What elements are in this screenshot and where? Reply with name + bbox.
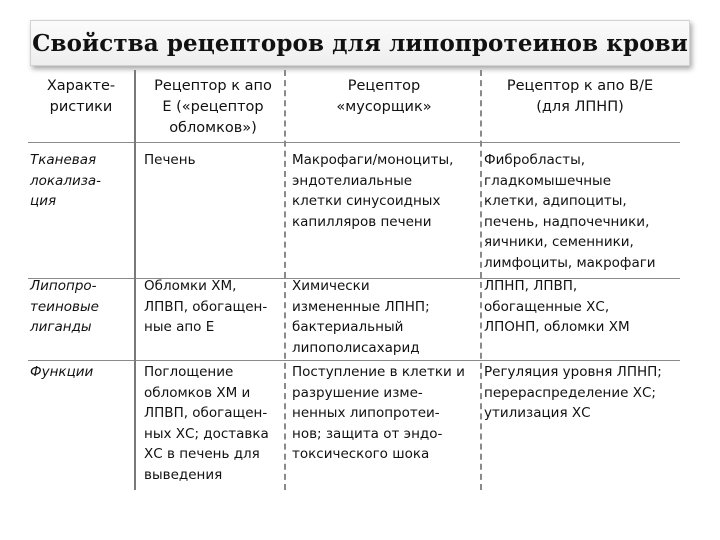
cell-ldl-functions: Регуляция уровня ЛПНП; перераспределение ХС; утилизация ХС — [484, 364, 662, 421]
column-divider — [284, 70, 286, 490]
column-divider — [480, 70, 482, 490]
cell-ldl-ligands: ЛПНП, ЛПВП, обогащенные ХС, ЛПОНП, обломки ХМ — [484, 278, 630, 335]
column-divider — [134, 70, 136, 490]
header-ldl-receptor: Рецептор к апо В/Е (для ЛПНП) — [506, 78, 654, 115]
cell-scavenger-functions: Поступление в клетки и разрушение изме- ненных липопротеи- нов; защита от эндо- токсического шока — [292, 364, 465, 462]
row-label-ligands: Липопро- теиновые лиганды — [30, 278, 99, 335]
row-label-localization: Тканевая локализа- ция — [30, 152, 102, 209]
cell-apoe-localization: Печень — [144, 152, 196, 168]
header-apoe-receptor: Рецептор к апо Е («рецептор обломков») — [154, 78, 272, 136]
row-label-functions: Функции — [30, 364, 94, 380]
cell-scavenger-localization: Макрофаги/моноциты, эндотелиальные клетки синусоидных капилляров печени — [292, 152, 454, 230]
cell-apoe-functions: Поглощение обломков ХМ и ЛПВП, обогащен- ных ХС; доставка ХС в печень для выведения — [144, 364, 269, 483]
header-scavenger-receptor: Рецептор «мусорщик» — [336, 78, 432, 115]
title-banner — [30, 20, 690, 66]
cell-scavenger-ligands: Химически измененные ЛПНП; бактериальный липополисахарид — [292, 278, 430, 356]
row-divider — [28, 142, 680, 143]
page-title: Свойства рецепторов для липопротеинов крови — [32, 30, 688, 57]
row-divider — [28, 360, 680, 361]
cell-ldl-localization: Фибробласты, гладкомышечные клетки, адипоциты, печень, надпочечники, яичники, семенники, лимфоциты, макрофаги — [484, 152, 656, 271]
header-characteristics: Характе- ристики — [46, 78, 116, 115]
receptor-table — [28, 70, 680, 490]
cell-apoe-ligands: Обломки ХМ, ЛПВП, обогащен- ные апо Е — [144, 278, 268, 335]
